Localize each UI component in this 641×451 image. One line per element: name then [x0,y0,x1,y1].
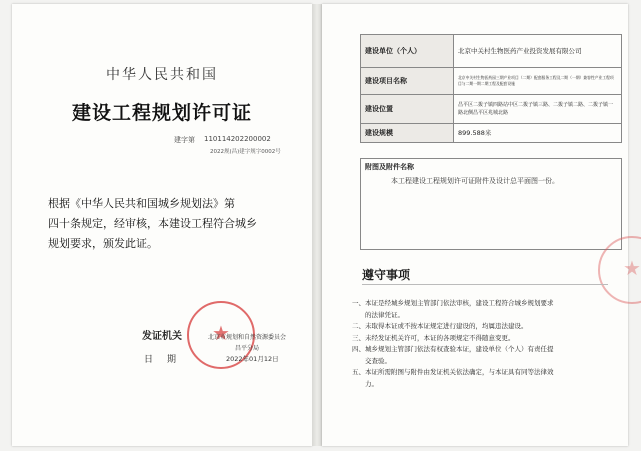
date-label: 日期 [144,355,191,365]
country-name: 中华人民共和国 [106,67,218,83]
notice-title: 遵守事项 [362,268,411,282]
paragraph-line: 规划要求，颁发此证。 [48,237,158,250]
notice-divider [362,284,608,285]
certificate-right-page [322,4,641,446]
row-label: 建设项目名称 [361,68,454,95]
row-label: 建设规模 [361,124,454,143]
attachment-box [360,158,622,250]
notice-item: 交查验。 [352,356,391,365]
seal-star-icon: ★ [623,256,641,280]
notice-item: 四、城乡规划主管部门依法有权查验本证，建设单位（个人）有责任提 [352,345,554,353]
project-info-table [360,34,622,143]
row-value: 昌平区二拨子镇四路站中区二拨子镇三路、二拨子镇二路、二拨子镇一路北侧昌平区兆城北路 [454,95,622,124]
row-label: 建设单位（个人） [361,35,454,68]
notice-item: 的法律凭证。 [352,310,404,319]
attachment-label: 附图及附件名称 [365,163,414,171]
row-value: 北京中关村生物医药产业投资发展有限公司 [454,35,622,68]
certificate-number-label: 建字第 [174,136,195,144]
issuer-line: 北京市规划和自然资源委员会 [208,334,287,341]
binder-spine [312,4,322,446]
table-row [361,35,622,68]
certificate-left-page [12,4,312,446]
notice-item: 力。 [352,379,378,388]
certificate-sub-number: 2022规(昌)建字规字0002号 [210,149,281,155]
issuer-line: 昌平分局 [235,345,260,352]
row-value: 899.588米 [454,124,622,143]
table-row [361,124,622,143]
certificate-title: 建设工程规划许可证 [71,102,252,124]
row-value: 北京中关村生物医药园三期产业项目（二期）配套服务工程及二期（一期）兼容性产业工程项目与二期一期二期工程及配套设施 [454,68,622,95]
notice-list [352,298,614,390]
table-row [361,95,622,124]
notice-item: 三、未经发证机关许可，本证的各项规定不得随意变更。 [352,333,515,342]
issuer-value [208,332,286,354]
attachment-text: 本工程建设工程规划许可证附件及设计总平面图一份。 [391,177,559,185]
seal-star-icon: ★ [212,321,230,345]
table-row [361,68,622,95]
date-value: 2022年01月12日 [226,355,279,363]
certificate-number: 110114202200002 [204,135,271,143]
notice-item: 五、本证所需附图与附件由发证机关依法确定，与本证具有同等法律效 [352,368,554,376]
issuer-label: 发证机关 [142,331,182,342]
paragraph-line: 根据《中华人民共和国城乡规划法》第 [48,197,235,210]
row-label: 建设位置 [361,95,454,124]
notice-item: 二、未取得本证或不按本证规定进行建设的，均属违法建设。 [352,322,528,330]
notice-item: 一、本证是经城乡规划主管部门依法审核，建设工程符合城乡规划要求 [352,299,554,307]
certificate-paragraph [48,194,298,254]
paragraph-line: 四十条规定，经审核，本建设工程符合城乡 [48,217,257,230]
